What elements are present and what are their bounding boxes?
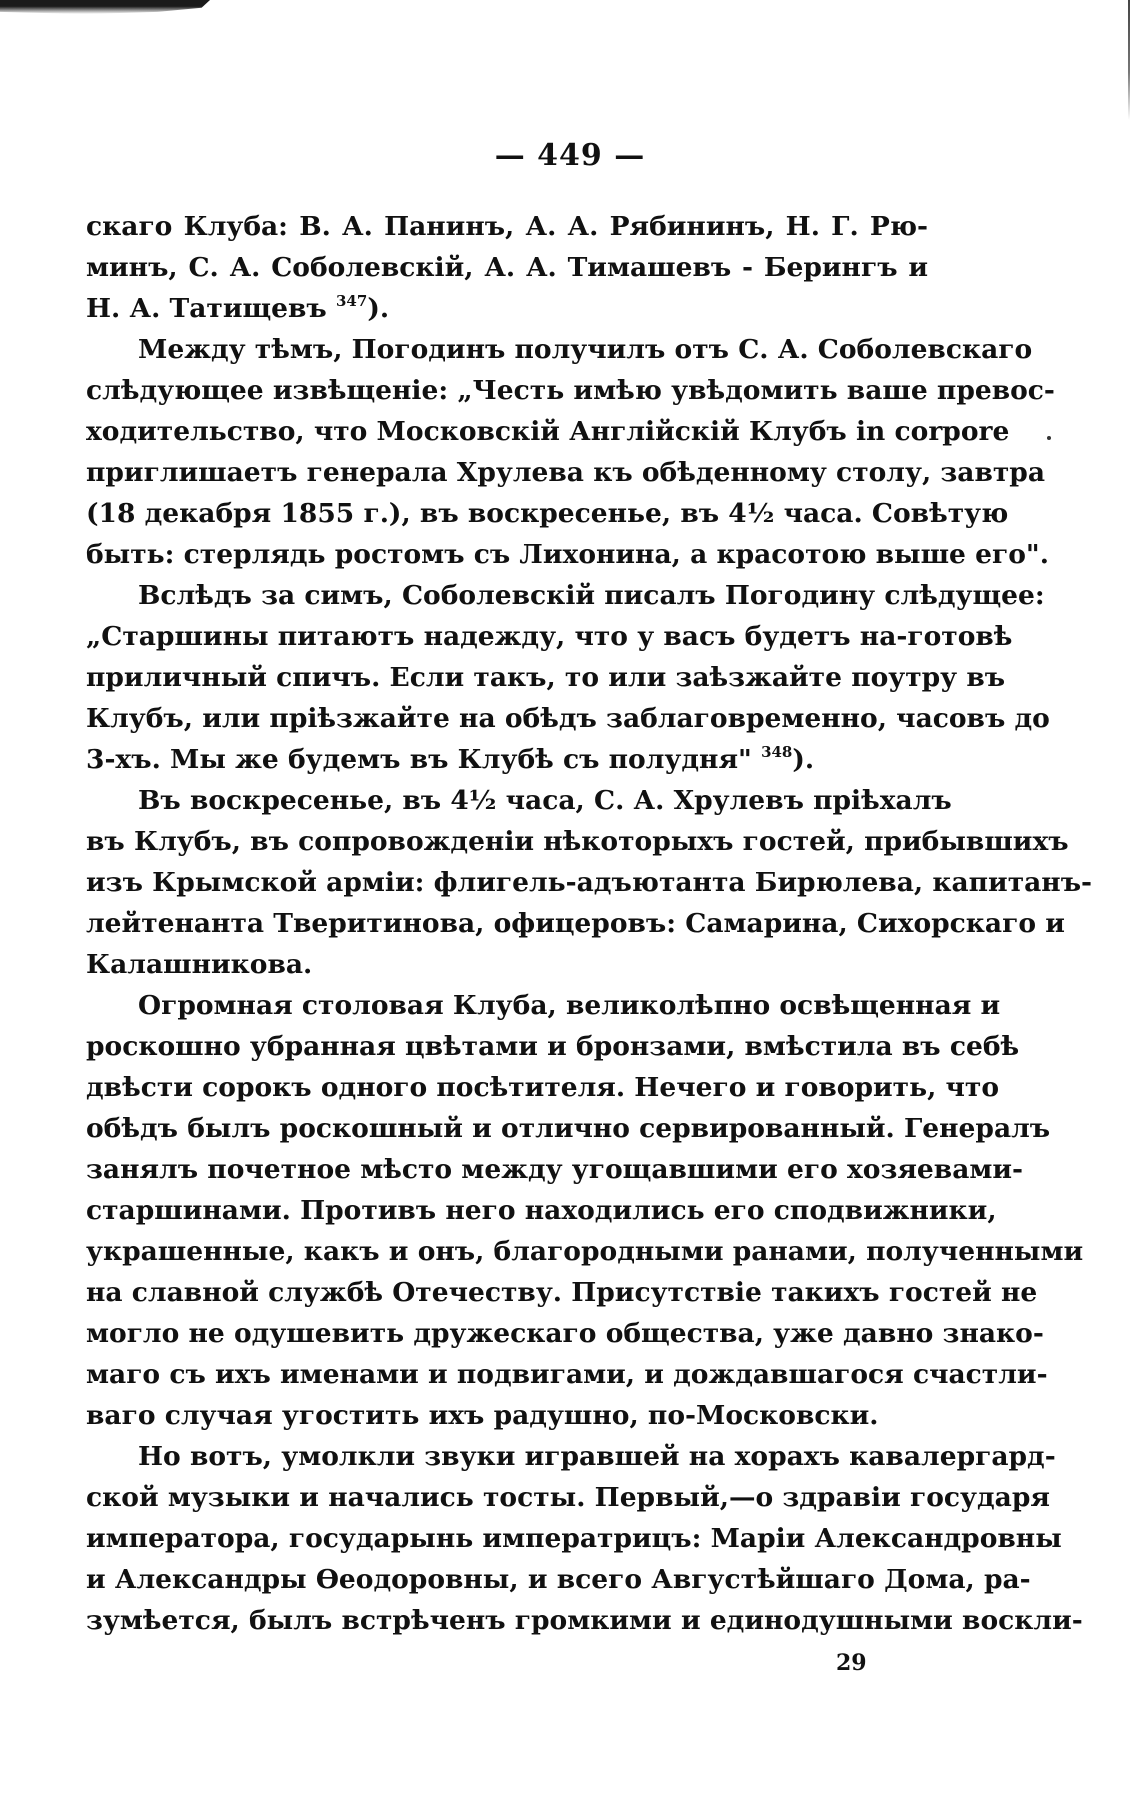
- text-line: на славной службѣ Отечеству. Присутствіе такихъ гостей не: [86, 1277, 1038, 1308]
- text-line: зумѣется, былъ встрѣченъ громкими и единодушными воскли-: [86, 1605, 1083, 1636]
- text-line: минъ, С. А. Соболевскій, А. А. Тимашевъ - Берингъ и: [86, 252, 928, 283]
- text-line: украшенные, какъ и онъ, благородными ранами, полученными: [86, 1236, 1084, 1267]
- text-line: занялъ почетное мѣсто между угощавшими его хозяевами-: [86, 1154, 1024, 1185]
- text-line: 3-хъ. Мы же будемъ въ Клубѣ съ полудня" $^{348}$).: [86, 743, 815, 775]
- text-line: роскошно убранная цвѣтами и бронзами, вмѣстила въ себѣ: [86, 1031, 1020, 1062]
- text-line: Вслѣдъ за симъ, Соболевскій писалъ Погодину слѣдущее:: [138, 580, 1045, 611]
- text-line: въ Клубъ, въ сопровожденіи нѣкоторыхъ гостей, прибывшихъ: [86, 826, 1069, 857]
- text-line: старшинами. Противъ него находились его сподвижники,: [86, 1195, 997, 1226]
- text-line: лейтенанта Тверитинова, офицеровъ: Самарина, Сихорскаго и: [86, 908, 1065, 939]
- scan-artifact: [0, 0, 210, 14]
- text-line: императора, государынь императрицъ: Маріи Александровны: [86, 1523, 1062, 1554]
- text-line: скаго Клуба: В. А. Панинъ, А. А. Рябининъ, Н. Г. Рю-: [86, 211, 928, 242]
- text-line: „Старшины питаютъ надежду, что у васъ будетъ на-готовѣ: [86, 621, 1013, 652]
- text-line: быть: стерлядь ростомъ съ Лихонина, а красотою выше его".: [86, 539, 1049, 570]
- text-line: слѣдующее извѣщеніе: „Честь имѣю увѣдомить ваше превос-: [86, 375, 1055, 406]
- footnote-ref: 347: [336, 292, 368, 310]
- text-line: ходительство, что Московскій Англійскій Клубъ in corpore: [86, 416, 1010, 447]
- text-line: приглишаетъ генерала Хрулева къ обѣденному столу, завтра: [86, 457, 1046, 488]
- text-line: Н. А. Татищевъ $^{347}$).: [86, 292, 390, 324]
- text-line: могло не одушевить дружескаго общества, уже давно знако-: [86, 1318, 1044, 1349]
- text-line: изъ Крымской арміи: флигель-адъютанта Бирюлева, капитанъ-: [86, 867, 1093, 898]
- text-line: ваго случая угостить ихъ радушно, по-Московски.: [86, 1400, 879, 1431]
- text-line: двѣсти сорокъ одного посѣтителя. Нечего и говорить, что: [86, 1072, 1000, 1103]
- text-line: Калашникова.: [86, 949, 313, 980]
- text-line: приличный спичъ. Если такъ, то или заѣзжайте поутру въ: [86, 662, 1006, 693]
- text-line: (18 декабря 1855 г.), въ воскресенье, въ 4½ часа. Совѣтую: [86, 498, 1009, 529]
- page-edge-line: [1128, 0, 1130, 120]
- text-line: ской музыки и начались тосты. Первый,—о здравіи государя: [86, 1482, 1050, 1513]
- printer-signature-mark: 29: [836, 1650, 867, 1676]
- text-line: Но вотъ, умолкли звуки игравшей на хорахъ кавалергард-: [138, 1441, 1056, 1472]
- text-line: и Александры Ѳеодоровны, и всего Августѣйшаго Дома, ра-: [86, 1564, 1031, 1595]
- text-line: Клубъ, или пріѣзжайте на обѣдъ заблаговременно, часовъ до: [86, 703, 1050, 734]
- text-line: Въ воскресенье, въ 4½ часа, С. А. Хрулевъ пріѣхалъ: [138, 785, 952, 816]
- text-line: Огромная столовая Клуба, великолѣпно освѣщенная и: [138, 990, 1001, 1021]
- footnote-ref: 348: [761, 743, 793, 761]
- text-line: Между тѣмъ, Погодинъ получилъ отъ С. А. Соболевскаго: [138, 334, 1033, 365]
- text-line: маго съ ихъ именами и подвигами, и дождавшагося счастли-: [86, 1359, 1048, 1390]
- margin-speck: [1047, 436, 1051, 440]
- page-number: — 449 —: [494, 138, 646, 173]
- text-line: обѣдъ былъ роскошный и отлично сервированный. Генералъ: [86, 1113, 1051, 1144]
- body-text: [86, 206, 1093, 1641]
